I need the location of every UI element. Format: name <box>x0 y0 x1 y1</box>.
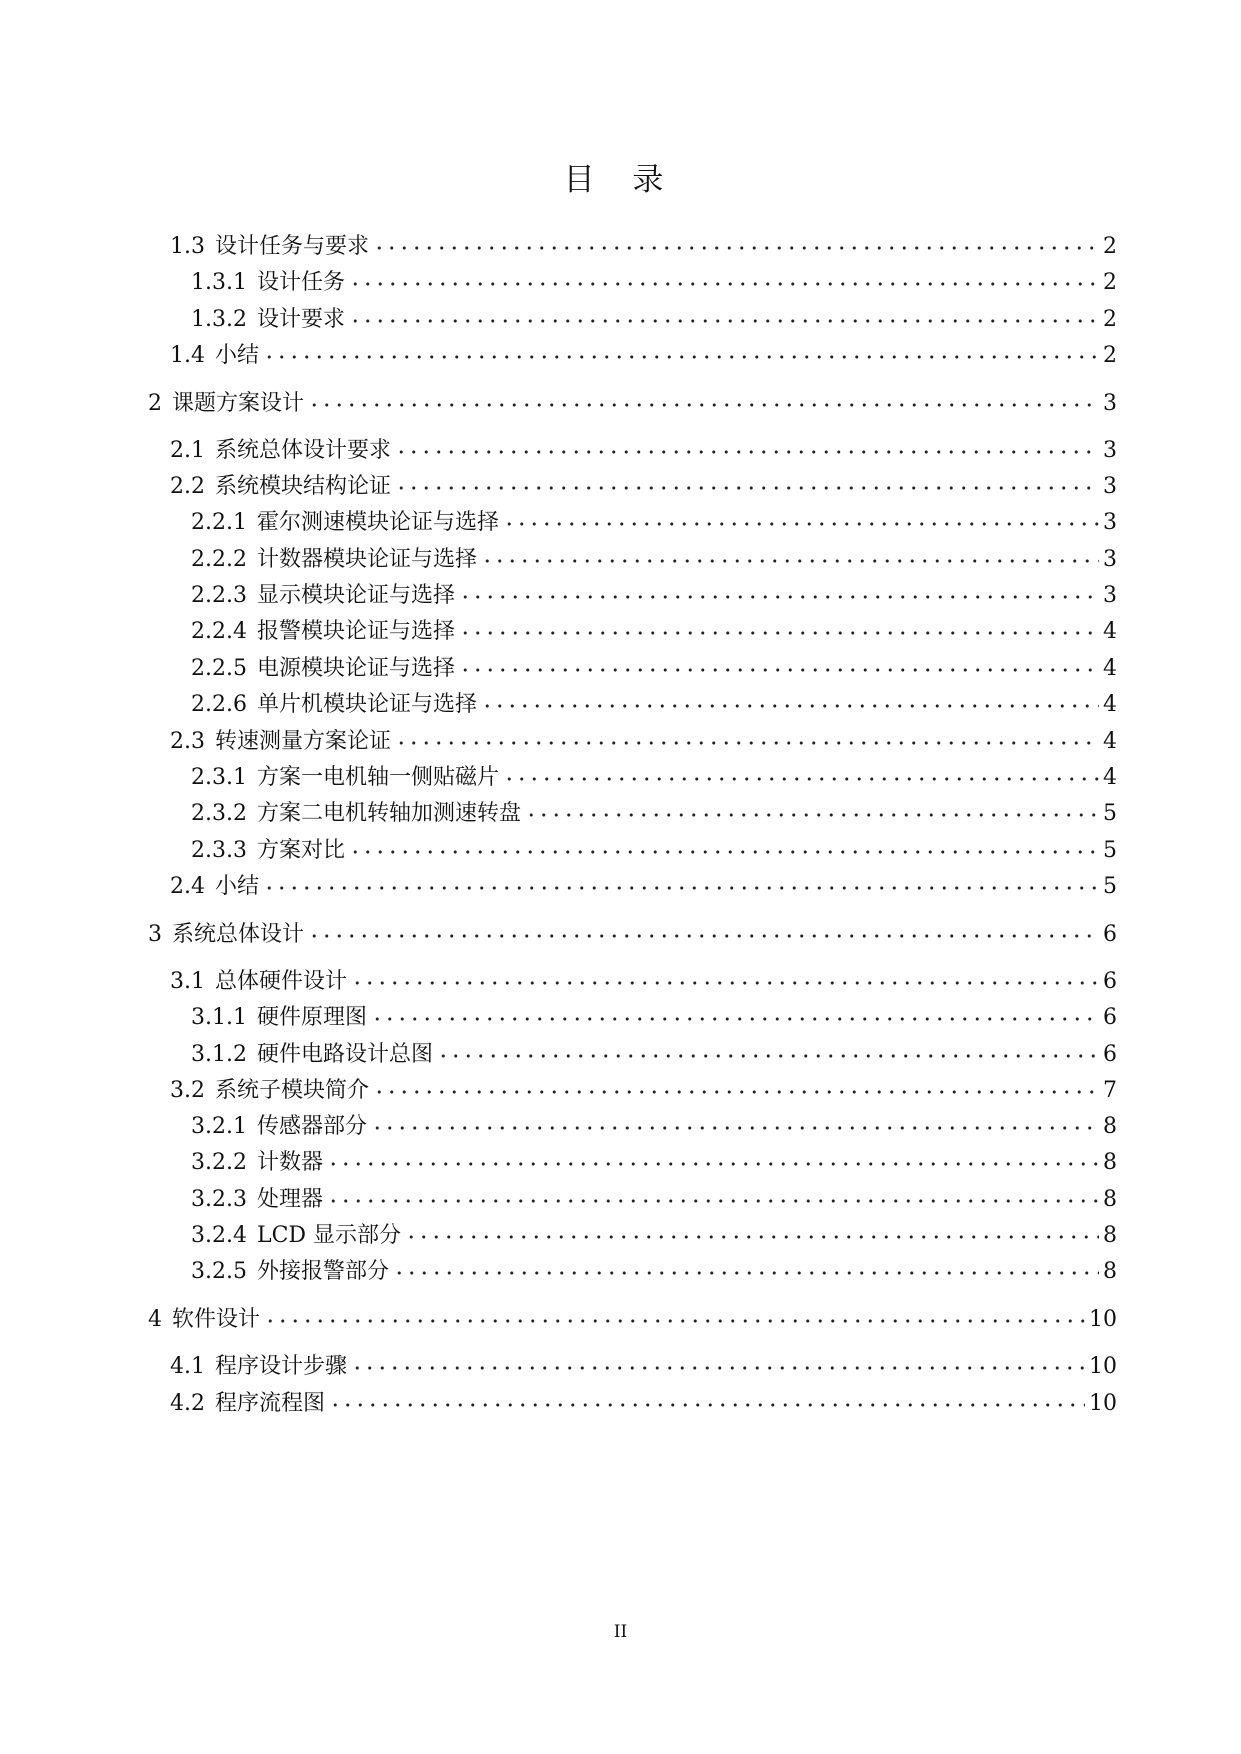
toc-entry[interactable] <box>191 795 1117 829</box>
toc-entry-page: 6 <box>1103 969 1117 994</box>
toc-entry-title: 计数器 <box>256 1150 323 1175</box>
dot-leader <box>351 1361 1085 1375</box>
toc-entry[interactable] <box>191 1253 1117 1287</box>
dot-leader <box>264 1314 1085 1328</box>
toc-entry-title: 计数器模块论证与选择 <box>256 547 477 572</box>
toc-entry[interactable] <box>170 1348 1117 1382</box>
toc-entry-page: 3 <box>1103 547 1117 572</box>
toc-entry-number: 2.3.1 <box>191 765 247 790</box>
toc-entry-title: 外接报警部分 <box>256 1259 389 1284</box>
page-title: 目 录 <box>563 162 678 198</box>
toc-entry[interactable] <box>170 337 1117 371</box>
toc-entry-page: 4 <box>1103 729 1117 754</box>
toc-entry-number: 3.2.4 <box>191 1223 247 1248</box>
dot-leader <box>459 626 1099 640</box>
toc-entry-page: 2 <box>1103 307 1117 332</box>
toc-entry-page: 4 <box>1103 619 1117 644</box>
toc-entry-title: 单片机模块论证与选择 <box>256 692 477 717</box>
dot-leader <box>395 481 1099 495</box>
dot-leader <box>329 1398 1085 1412</box>
dot-leader <box>263 350 1099 364</box>
toc-entry-page: 2 <box>1103 234 1117 259</box>
toc-entry-number: 2.2.2 <box>191 547 247 572</box>
toc-entry-title: 传感器部分 <box>256 1114 367 1139</box>
toc-entry[interactable] <box>191 759 1117 793</box>
toc-entry[interactable] <box>191 832 1117 866</box>
toc-entry-title: 方案一电机轴一侧贴磁片 <box>256 765 499 790</box>
toc-entry-number: 2.2 <box>170 474 205 499</box>
toc-entry[interactable] <box>191 577 1117 611</box>
dot-leader <box>349 845 1099 859</box>
toc-entry[interactable] <box>170 723 1117 757</box>
dot-leader <box>395 445 1099 459</box>
toc-entry-title: 系统总体设计 <box>172 922 305 947</box>
toc-entry-title: 霍尔测速模块论证与选择 <box>256 510 499 535</box>
toc-entry-title: 硬件原理图 <box>256 1005 367 1030</box>
toc-entry-number: 3.1 <box>170 969 205 994</box>
toc-entry[interactable] <box>148 385 1117 419</box>
toc-entry-number: 2.3.2 <box>191 801 247 826</box>
toc-entry-page: 3 <box>1103 391 1117 416</box>
dot-leader <box>405 1230 1099 1244</box>
toc-entry-page: 6 <box>1103 1042 1117 1067</box>
toc-entry[interactable] <box>191 1144 1117 1178</box>
toc-entry-title: 小结 <box>215 343 260 368</box>
toc-entry-title: 系统模块结构论证 <box>215 474 392 499</box>
toc-entry[interactable] <box>170 432 1117 466</box>
toc-entry[interactable] <box>191 1036 1117 1070</box>
toc-entry-title: 程序流程图 <box>215 1391 326 1416</box>
dot-leader <box>503 772 1099 786</box>
dot-leader <box>327 1194 1099 1208</box>
dot-leader <box>393 1266 1099 1280</box>
toc-entry-title: 系统总体设计要求 <box>215 438 392 463</box>
dot-leader <box>459 590 1099 604</box>
toc-entry-page: 8 <box>1103 1223 1117 1248</box>
toc-entry-title: 方案对比 <box>256 838 345 863</box>
toc-entry-page: 10 <box>1089 1354 1117 1379</box>
toc-entry-page: 5 <box>1103 874 1117 899</box>
toc-entry-number: 2.2.1 <box>191 510 247 535</box>
toc-entry-title: 软件设计 <box>172 1307 261 1332</box>
toc-entry-page: 8 <box>1103 1259 1117 1284</box>
toc-entry-number: 4 <box>148 1307 162 1332</box>
toc-entry[interactable] <box>170 468 1117 502</box>
toc-entry-number: 3.2.1 <box>191 1114 247 1139</box>
toc-entry-title: 设计任务 <box>256 270 345 295</box>
toc-entry-title: 电源模块论证与选择 <box>256 656 455 681</box>
dot-leader <box>373 241 1099 255</box>
toc-entry-title: 显示模块论证与选择 <box>256 583 455 608</box>
dot-leader <box>395 736 1099 750</box>
toc-entry-title: LCD 显示部分 <box>256 1223 402 1248</box>
dot-leader <box>308 929 1099 943</box>
toc-entry-title: 处理器 <box>256 1187 323 1212</box>
toc-entry-page: 5 <box>1103 838 1117 863</box>
toc-entry-page: 6 <box>1103 1005 1117 1030</box>
toc-entry-number: 2.2.4 <box>191 619 247 644</box>
toc-entry-title: 转速测量方案论证 <box>215 729 392 754</box>
toc-entry[interactable] <box>191 264 1117 298</box>
toc-entry-number: 2.1 <box>170 438 205 463</box>
toc-entry-page: 4 <box>1103 656 1117 681</box>
toc-entry-page: 7 <box>1103 1078 1117 1103</box>
toc-entry[interactable] <box>191 1181 1117 1215</box>
toc-entry-page: 8 <box>1103 1114 1117 1139</box>
toc-entry-page: 3 <box>1103 583 1117 608</box>
toc-entry[interactable] <box>191 650 1117 684</box>
toc-entry-title: 小结 <box>215 874 260 899</box>
toc-entry-page: 8 <box>1103 1150 1117 1175</box>
toc-entry-number: 3 <box>148 922 162 947</box>
toc-entry[interactable] <box>191 1217 1117 1251</box>
toc-entry[interactable] <box>191 504 1117 538</box>
toc-entry[interactable] <box>170 228 1117 262</box>
toc-entry[interactable] <box>170 963 1117 997</box>
toc-entry[interactable] <box>191 541 1117 575</box>
dot-leader <box>371 1121 1099 1135</box>
toc-entry-number: 1.3.1 <box>191 270 247 295</box>
toc-entry-number: 2.2.5 <box>191 656 247 681</box>
dot-leader <box>481 699 1099 713</box>
toc-entry[interactable] <box>148 916 1117 950</box>
toc-entry-page: 3 <box>1103 474 1117 499</box>
dot-leader <box>481 554 1099 568</box>
dot-leader <box>351 976 1099 990</box>
dot-leader <box>349 277 1099 291</box>
dot-leader <box>459 663 1099 677</box>
toc-entry-title: 程序设计步骤 <box>215 1354 348 1379</box>
toc-entry-title: 系统子模块简介 <box>215 1078 370 1103</box>
toc-entry-title: 课题方案设计 <box>172 391 305 416</box>
toc-entry[interactable] <box>191 301 1117 335</box>
toc-entry-number: 1.3.2 <box>191 307 247 332</box>
page-number: II <box>613 1622 628 1642</box>
toc-entry-title: 硬件电路设计总图 <box>256 1042 433 1067</box>
toc-entry-number: 2.2.6 <box>191 692 247 717</box>
dot-leader <box>371 1012 1099 1026</box>
toc-entry[interactable] <box>191 999 1117 1033</box>
toc-entry-number: 3.1.2 <box>191 1042 247 1067</box>
toc-entry-number: 2.4 <box>170 874 205 899</box>
toc-entry-title: 方案二电机转轴加测速转盘 <box>256 801 521 826</box>
toc-entry-title: 设计要求 <box>256 307 345 332</box>
toc-entry-number: 3.2.3 <box>191 1187 247 1212</box>
toc-entry-page: 4 <box>1103 692 1117 717</box>
toc-entry-page: 5 <box>1103 801 1117 826</box>
toc-entry[interactable] <box>191 1108 1117 1142</box>
dot-leader <box>263 881 1099 895</box>
toc-entry-page: 4 <box>1103 765 1117 790</box>
toc-entry-number: 2.3.3 <box>191 838 247 863</box>
toc-entry-page: 8 <box>1103 1187 1117 1212</box>
toc-entry-number: 1.3 <box>170 234 205 259</box>
dot-leader <box>308 398 1099 412</box>
toc-entry[interactable] <box>170 1385 1117 1419</box>
toc-entry-number: 3.1.1 <box>191 1005 247 1030</box>
toc-entry-title: 设计任务与要求 <box>215 234 370 259</box>
toc-entry[interactable] <box>170 868 1117 902</box>
toc-entry[interactable] <box>148 1301 1117 1335</box>
toc-entry-page: 3 <box>1103 510 1117 535</box>
toc-entry[interactable] <box>191 686 1117 720</box>
toc-entry-page: 3 <box>1103 438 1117 463</box>
toc-entry-number: 1.4 <box>170 343 205 368</box>
dot-leader <box>327 1157 1099 1171</box>
toc-entry-page: 2 <box>1103 270 1117 295</box>
dot-leader <box>525 808 1099 822</box>
toc-entry[interactable] <box>191 613 1117 647</box>
toc-entry-title: 总体硬件设计 <box>215 969 348 994</box>
dot-leader <box>349 314 1099 328</box>
toc-entry-number: 3.2 <box>170 1078 205 1103</box>
dot-leader <box>373 1085 1099 1099</box>
toc-entry-page: 6 <box>1103 922 1117 947</box>
toc-entry-number: 4.1 <box>170 1354 205 1379</box>
toc-entry-page: 10 <box>1089 1307 1117 1332</box>
toc-entry-title: 报警模块论证与选择 <box>256 619 455 644</box>
toc-entry[interactable] <box>170 1072 1117 1106</box>
toc-entry-number: 2 <box>148 391 162 416</box>
toc-entry-page: 10 <box>1089 1391 1117 1416</box>
toc-entry-page: 2 <box>1103 343 1117 368</box>
toc-entry-number: 3.2.5 <box>191 1259 247 1284</box>
toc-entry-number: 2.2.3 <box>191 583 247 608</box>
toc-entry-number: 3.2.2 <box>191 1150 247 1175</box>
toc-entry-number: 2.3 <box>170 729 205 754</box>
dot-leader <box>503 517 1099 531</box>
dot-leader <box>437 1049 1099 1063</box>
toc-entry-number: 4.2 <box>170 1391 205 1416</box>
